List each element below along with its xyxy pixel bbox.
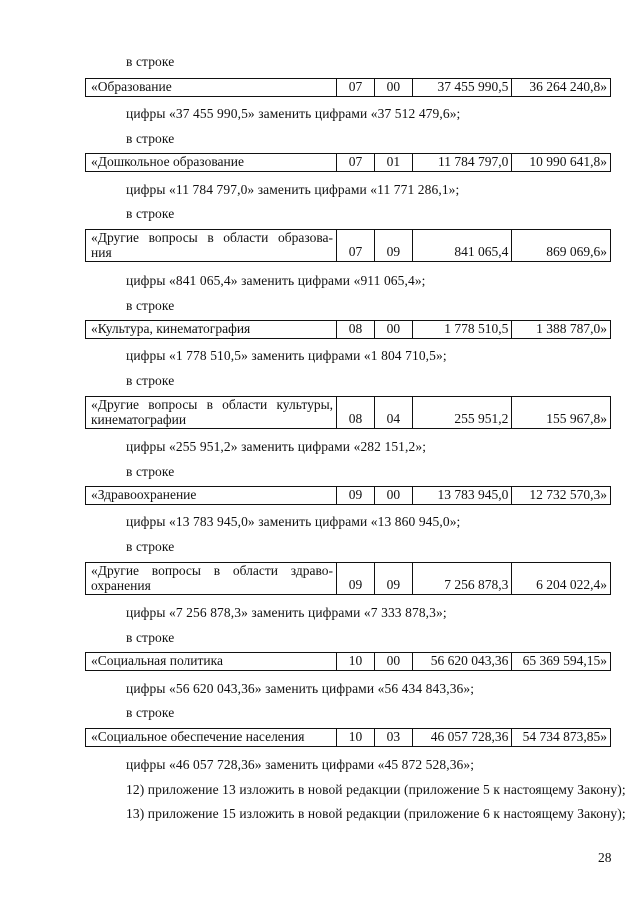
row-section: 08 (336, 397, 374, 428)
change-text: цифры «7 256 878,3» заменить цифрами «7 333 878,3»; (126, 605, 447, 620)
row-section: 09 (336, 487, 374, 504)
row-name-line-1: «Другие вопросы в области культуры, (91, 397, 334, 412)
intro-text: в строке (126, 131, 175, 146)
row-name-line-2: кинематографии (91, 412, 187, 427)
row-name (86, 230, 336, 261)
row-name (86, 397, 336, 428)
row-name: «Образование (91, 79, 172, 94)
row-value-1: 1 778 510,5 (412, 321, 512, 338)
row-value-2: 1 388 787,0» (511, 321, 610, 338)
row-name: «Социальная политика (91, 653, 223, 668)
row-value-1: 46 057 728,36 (412, 729, 512, 746)
change-text: цифры «1 778 510,5» заменить цифрами «1 804 710,5»; (126, 348, 447, 363)
row-name: «Культура, кинематография (91, 321, 251, 336)
row-value-1: 7 256 878,3 (412, 563, 512, 594)
row-name (86, 563, 336, 594)
row-name-line-2: ния (91, 245, 112, 260)
intro-text: в строке (126, 206, 175, 221)
row-subsection: 09 (374, 230, 412, 261)
table-row (85, 652, 611, 671)
row-section: 10 (336, 653, 374, 670)
row-value-2: 6 204 022,4» (511, 563, 610, 594)
row-section: 07 (336, 79, 374, 96)
row-value-1: 13 783 945,0 (412, 487, 512, 504)
row-value-1: 56 620 043,36 (412, 653, 512, 670)
change-text: цифры «841 065,4» заменить цифрами «911 065,4»; (126, 273, 426, 288)
row-subsection: 01 (374, 154, 412, 171)
row-subsection: 09 (374, 563, 412, 594)
change-text: цифры «37 455 990,5» заменить цифрами «37 512 479,6»; (126, 106, 461, 121)
change-text: цифры «255 951,2» заменить цифрами «282 151,2»; (126, 439, 427, 454)
row-section: 09 (336, 563, 374, 594)
row-section: 07 (336, 230, 374, 261)
intro-text: в строке (126, 705, 175, 720)
row-value-1: 255 951,2 (412, 397, 512, 428)
row-value-1: 841 065,4 (412, 230, 512, 261)
change-text: цифры «11 784 797,0» заменить цифрами «11 771 286,1»; (126, 182, 460, 197)
row-value-2: 12 732 570,3» (511, 487, 610, 504)
closing-item: 12) приложение 13 изложить в новой редакции (приложение 5 к настоящему Закону); (126, 782, 626, 797)
row-section: 08 (336, 321, 374, 338)
intro-text: в строке (126, 373, 175, 388)
row-name-line-2: охранения (91, 578, 151, 593)
intro-text: в строке (126, 54, 175, 69)
row-name: «Дошкольное образование (91, 154, 244, 169)
row-value-1: 11 784 797,0 (412, 154, 512, 171)
row-name-line-1: «Другие вопросы в области здраво- (91, 563, 334, 578)
table-row (85, 396, 611, 429)
row-subsection: 00 (374, 321, 412, 338)
intro-text: в строке (126, 539, 175, 554)
page-number: 28 (598, 850, 612, 865)
row-name: «Социальное обеспечение населения (91, 729, 305, 744)
row-subsection: 00 (374, 653, 412, 670)
row-subsection: 00 (374, 79, 412, 96)
table-row (85, 78, 611, 97)
row-name: «Здравоохранение (91, 487, 197, 502)
row-value-2: 869 069,6» (511, 230, 610, 261)
row-subsection: 03 (374, 729, 412, 746)
intro-text: в строке (126, 630, 175, 645)
change-text: цифры «56 620 043,36» заменить цифрами «56 434 843,36»; (126, 681, 475, 696)
intro-text: в строке (126, 298, 175, 313)
closing-item: 13) приложение 15 изложить в новой редакции (приложение 6 к настоящему Закону); (126, 806, 626, 821)
row-value-1: 37 455 990,5 (412, 79, 512, 96)
row-section: 07 (336, 154, 374, 171)
row-name-line-1: «Другие вопросы в области образова- (91, 230, 334, 245)
row-section: 10 (336, 729, 374, 746)
table-row (85, 562, 611, 595)
change-text: цифры «13 783 945,0» заменить цифрами «13 860 945,0»; (126, 514, 461, 529)
row-subsection: 04 (374, 397, 412, 428)
row-value-2: 65 369 594,15» (511, 653, 610, 670)
row-value-2: 10 990 641,8» (511, 154, 610, 171)
intro-text: в строке (126, 464, 175, 479)
table-row (85, 229, 611, 262)
table-row (85, 728, 611, 747)
change-text: цифры «46 057 728,36» заменить цифрами «45 872 528,36»; (126, 757, 475, 772)
table-row (85, 153, 611, 172)
table-row (85, 486, 611, 505)
table-row (85, 320, 611, 339)
row-value-2: 36 264 240,8» (511, 79, 610, 96)
row-value-2: 54 734 873,85» (511, 729, 610, 746)
row-subsection: 00 (374, 487, 412, 504)
row-value-2: 155 967,8» (511, 397, 610, 428)
